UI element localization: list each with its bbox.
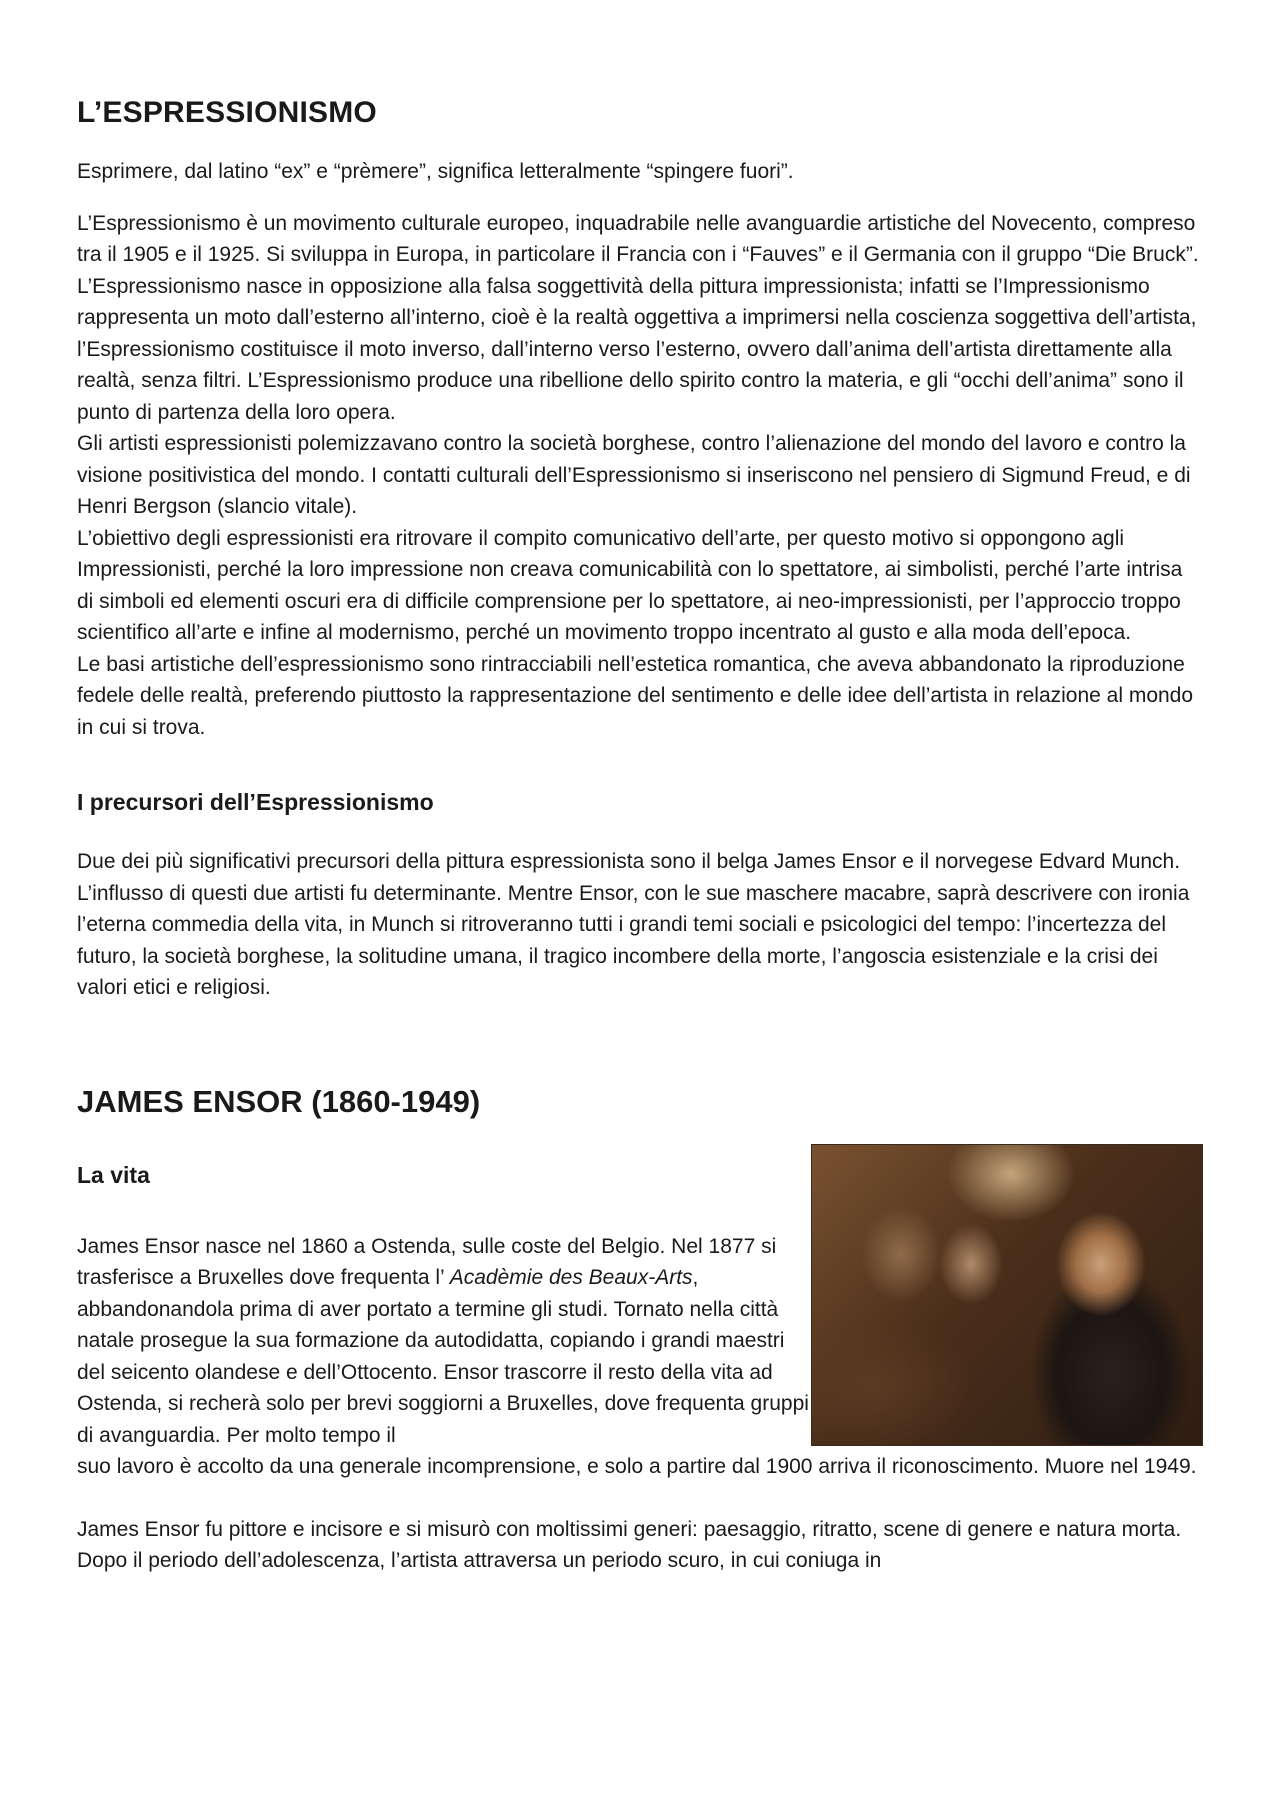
- body-paragraph-4: L’obiettivo degli espressionisti era ritrovare il compito comunicativo dell’arte, per questo motivo si oppongono agli Impressionisti, perché la loro impressione non creava comunicabilità con lo spettatore, ai simbolisti, perché l’arte intrisa di simboli ed elementi oscuri era di difficile comprensione per lo spettatore, ai neo-impressionisti, per l’approccio troppo scientifico all’arte e infine al modernismo, perché un movimento troppo incentrato al gusto e alla moda dell’epoca.: [77, 526, 1183, 644]
- vita-text-part2: , abbandonandola prima di aver portato a termine gli studi. Tornato nella città natale prosegue la sua formazione da autodidatta, copiando i grandi maestri del seicento olandese e dell’Ottocento. Ensor trascorre il resto della vita ad Ostenda, si recherà solo per brevi soggiorni a Bruxelles, dove frequenta gruppi di avanguardia. Per molto tempo il: [77, 1266, 809, 1447]
- vita-text-part1: James Ensor nasce nel 1860 a Ostenda, sulle coste del Belgio. Nel 1877 si trasferisce a Bruxelles dove frequenta l’: [77, 1234, 777, 1289]
- precursori-paragraph: Due dei più significativi precursori della pittura espressionista sono il belga James Ensor e il norvegese Edvard Munch. L’influsso di questi due artisti fu determinante. Mentre Ensor, con le sue maschere macabre, saprà descrivere con ironia l’eterna commedia della vita, in Munch si ritroveranno tutti i grandi temi sociali e psicologici del tempo: l’incertezza del futuro, la società borghese, la solitudine umana, il tragico incombere della morte, l’angoscia esistenziale e la crisi dei valori etici e religiosi.: [77, 850, 1190, 999]
- intro-paragraph: Esprimere, dal latino “ex” e “prèmere”, significa letteralmente “spingere fuori”.: [77, 160, 794, 183]
- body-paragraph-2: L’Espressionismo nasce in opposizione alla falsa soggettività della pittura impressionista; infatti se l’Impressionismo rappresenta un moto dall’esterno all’interno, cioè è la realtà oggettiva a imprimersi nella coscienza soggettiva dell’artista, l’Espressionismo costituisce il moto inverso, dall’interno verso l’esterno, ovvero dall’anima dell’artista direttamente alla realtà, senza filtri. L’Espressionismo produce una ribellione dello spirito contro la materia, e gli “occhi dell’anima” sono il punto di partenza della loro opera.: [77, 274, 1197, 424]
- academie-title: Acadèmie des Beaux-Arts: [449, 1266, 693, 1289]
- body-paragraph-3: Gli artisti espressionisti polemizzavano contro la società borghese, contro l’alienazione del mondo del lavoro e contro la visione positivistica del mondo. I contatti culturali dell’Espressionismo si inseriscono nel pensiero di Sigmund Freud, e di Henri Bergson (slancio vitale).: [77, 432, 1191, 518]
- body-paragraph-5: Le basi artistiche dell’espressionismo sono rintracciabili nell’estetica romantica, che aveva abbandonato la riproduzione fedele delle realtà, preferendo piuttosto la rappresentazione del sentimento e delle idee dell’artista in relazione al mondo in cui si trova.: [77, 652, 1194, 739]
- works-paragraph: James Ensor fu pittore e incisore e si misurò con moltissimi generi: paesaggio, ritratto, scene di genere e natura morta. Dopo il periodo dell’adolescenza, l’artista attraversa un periodo scuro, in cui coniuga in: [77, 1517, 1182, 1572]
- ensor-vita-section: [77, 1162, 1203, 1577]
- vita-heading: La vita: [77, 1161, 150, 1188]
- ensor-heading: JAMES ENSOR (1860-1949): [77, 1083, 481, 1119]
- vita-paragraph-continued: suo lavoro è accolto da una generale incomprensione, e solo a partire dal 1900 arriva il riconoscimento. Muore nel 1949.: [77, 1455, 1197, 1478]
- portrait-frame: [811, 1144, 1203, 1446]
- ensor-portrait-image: [811, 1144, 1203, 1446]
- precursori-heading: I precursori dell’Espressionismo: [77, 789, 434, 815]
- paragraph-spacer: [77, 1483, 1203, 1514]
- page-title: L’ESPRESSIONISMO: [77, 96, 377, 129]
- vita-paragraph: [77, 1231, 817, 1452]
- body-paragraph-1: L’Espressionismo è un movimento culturale europeo, inquadrabile nelle avanguardie artistiche del Novecento, compreso tra il 1905 e il 1925. Si sviluppa in Europa, in particolare il Francia con i “Fauves” e il Germania con il gruppo “Die Bruck”.: [77, 211, 1199, 266]
